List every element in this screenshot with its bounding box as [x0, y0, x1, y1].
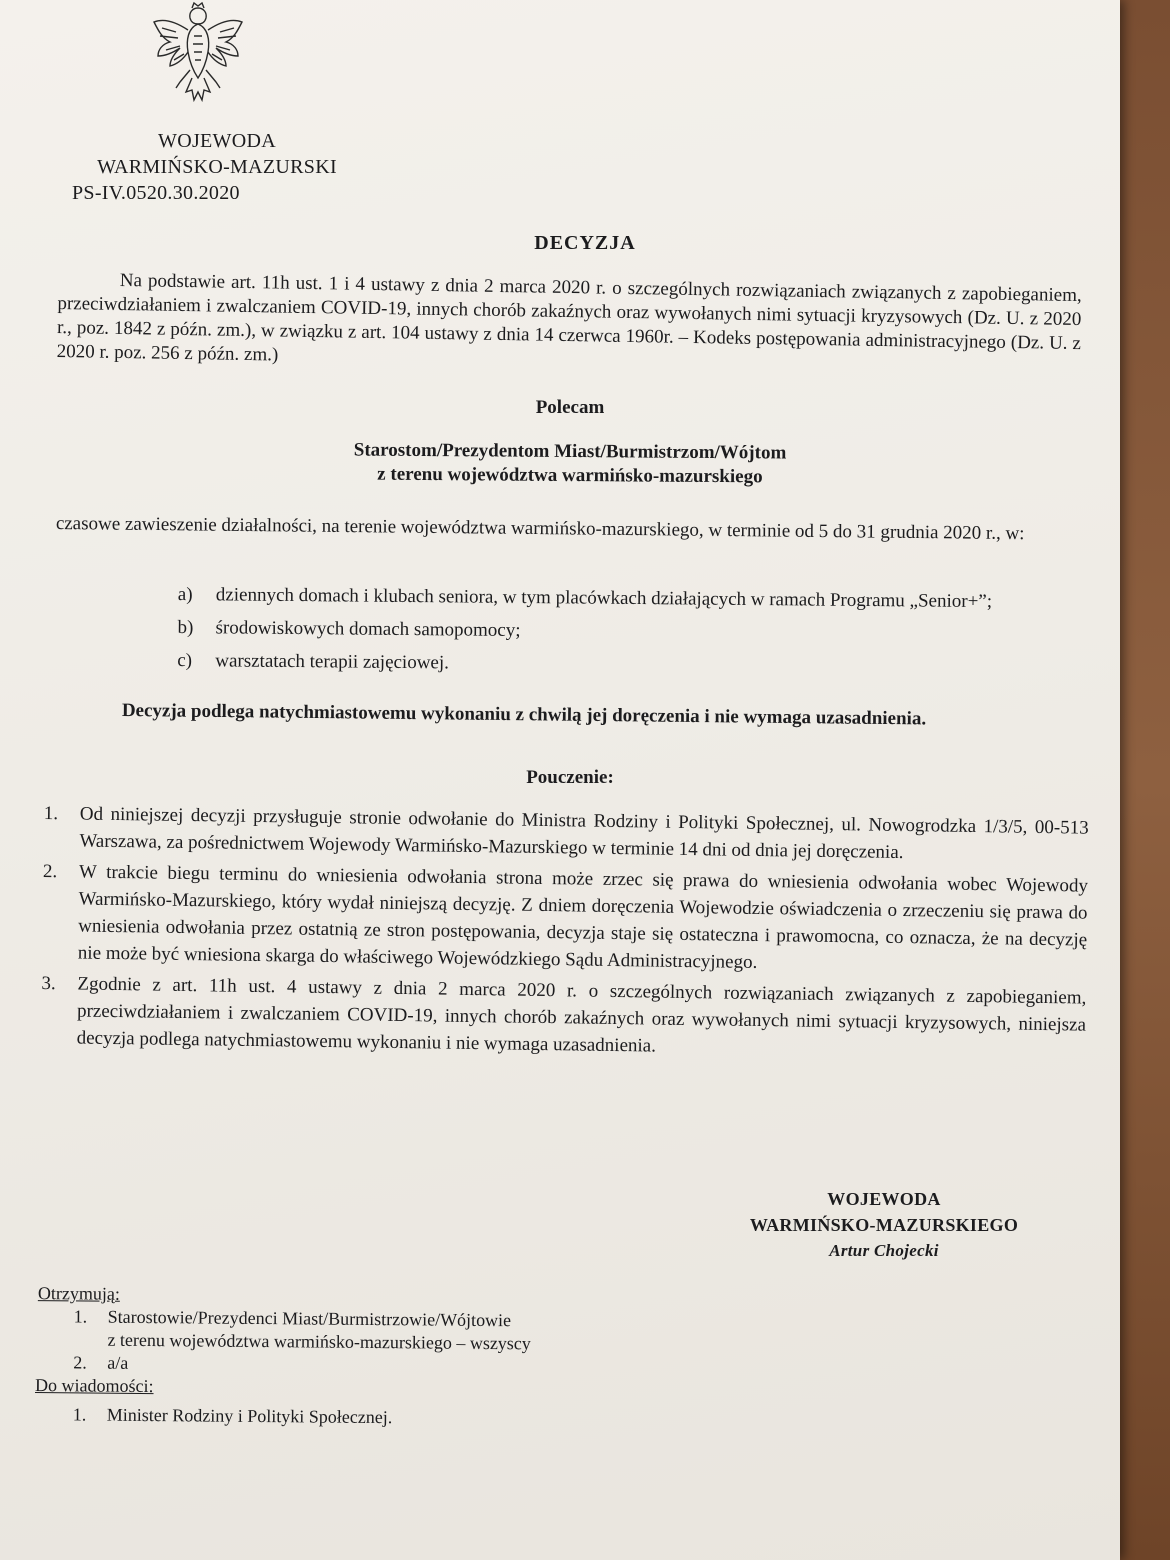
addressees: [0, 436, 1140, 492]
list-item-text: a/a: [107, 1352, 129, 1373]
facilities-list: [177, 578, 1108, 685]
issuer-line-1: WOJEWODA: [158, 130, 276, 152]
list-item-text: środowiskowych domach samopomocy;: [215, 617, 521, 641]
list-item-label: b): [177, 616, 194, 639]
recipient-line-2: z terenu województwa warmińsko-mazurskiego – wszyscy: [107, 1329, 531, 1354]
list-item: [177, 644, 1107, 685]
list-item-text: dziennych domach i klubach seniora, w tym placówkach działających w ramach Programu „Senior+”;: [215, 584, 993, 613]
list-item-label: a): [177, 583, 193, 606]
list-item-number: 3.: [41, 972, 56, 995]
recipient-line-1: Starostowie/Prezydenci Miast/Burmistrzowie/Wójtowie: [107, 1306, 512, 1331]
list-item-number: 1.: [43, 802, 59, 825]
list-item: [42, 858, 1088, 981]
list-item-text: Minister Rodziny i Polityki Społecznej.: [106, 1404, 393, 1428]
list-item-number: 2.: [73, 1352, 87, 1373]
list-item-text: Zgodnie z art. 11h ust. 4 ustawy z dnia 2 marca 2020 r. o szczególnych rozwiązaniach związanych z zapobieganiem, przeciwdziałaniem i zwalczaniem COVID-19, innych chorób zakaźnych oraz wywołanych nimi sytuacji kryzysowych, niniejsza decyzja podlega natychmiastowemu wykonaniu i nie wymaga uzasadnienia.: [76, 973, 1087, 1057]
list-item: [73, 1305, 649, 1356]
list-item: [43, 800, 1089, 869]
reference-number: PS-IV.0520.30.2020: [72, 182, 240, 204]
signature-line-1: WOJEWODA: [827, 1189, 941, 1209]
list-item-text: W trakcie biegu terminu do wniesienia odwołania strona może zrzec się prawa do wniesienia odwołania wobec Wojewody Warmińsko-Mazurskiego, który wydał niniejszą decyzję. Z dniem doręczenia Wojewodzie oświadczenia o zrzeczeniu się prawa do wniesienia odwołania przez ostatnią ze stron postępowania, decyzja staje się ostateczna i prawomocna, co oznacza, że na decyzję nie może być wniesiona skarga do właściwego Wojewódzkiego Sądu Administracyjnego.: [77, 861, 1089, 973]
signatory-name: Artur Chojecki: [829, 1241, 939, 1260]
instruction-heading: Pouczenie:: [526, 767, 614, 788]
signature-block: [734, 1186, 1034, 1264]
recipients-heading: Otrzymują:: [37, 1283, 120, 1304]
list-item-text: warsztatach terapii zajęciowej.: [215, 650, 450, 674]
list-item-text: [107, 1306, 531, 1356]
issuer-header: [72, 128, 362, 206]
list-item: [73, 1403, 649, 1431]
execution-statement: Decyzja podlega natychmiastowemu wykonaniu z chwilą jej doręczenia i nie wymaga uzasadnienia.: [121, 700, 927, 730]
legal-basis-paragraph: Na podstawie art. 11h ust. 1 i 4 ustawy z dnia 2 marca 2020 r. o szczególnych rozwiązaniach związanych z zapobieganiem, przeciwdziałaniem i zwalczaniem COVID-19, innych chorób zakaźnych oraz wywołanych nimi sytuacji kryzysowych (Dz. U. z 2020 r., poz. 1842 z późn. zm.), w związku z art. 104 ustawy z dnia 14 czerwca 1960r. – Kodeks postępowania administracyjnego (Dz. U. z 2020 r. poz. 256 z późn. zm.): [56, 269, 1082, 366]
list-item-number: 1.: [72, 1404, 87, 1425]
list-item-number: 1.: [73, 1306, 88, 1327]
addressees-line-2: z terenu województwa warmińsko-mazurskiego: [377, 463, 763, 488]
signature-line-2: WARMIŃSKO-MAZURSKIEGO: [749, 1215, 1019, 1235]
distribution-list: [29, 1282, 650, 1431]
list-item-number: 2.: [42, 860, 58, 883]
order-heading: Polecam: [535, 397, 605, 418]
list-item-text: Od niniejszej decyzji przysługuje stronie odwołanie do Ministra Rodziny i Polityki Społecznej, ul. Nowogrodzka 1/3/5, 00-513 Warszawa, za pośrednictwem Wojewody Warmińsko-Mazurskiego w terminie 14 dni od dnia jej doręczenia.: [79, 803, 1089, 864]
list-item-label: c): [177, 649, 193, 672]
info-heading: Do wiadomości:: [35, 1375, 154, 1397]
issuer-line-2: WARMIŃSKO-MAZURSKI: [97, 156, 337, 178]
eagle-emblem-icon: [148, 0, 248, 108]
suspension-paragraph: czasowe zawieszenie działalności, na terenie województwa warmińsko-mazurskiego, w terminie od 5 do 31 grudnia 2020 r., w:: [55, 512, 1025, 545]
document-title: DECYZJA: [534, 232, 636, 254]
instructions-list: [40, 800, 1088, 1070]
list-item: [40, 970, 1086, 1066]
addressees-line-1: Starostom/Prezydentom Miast/Burmistrzom/Wójtom: [353, 439, 787, 464]
